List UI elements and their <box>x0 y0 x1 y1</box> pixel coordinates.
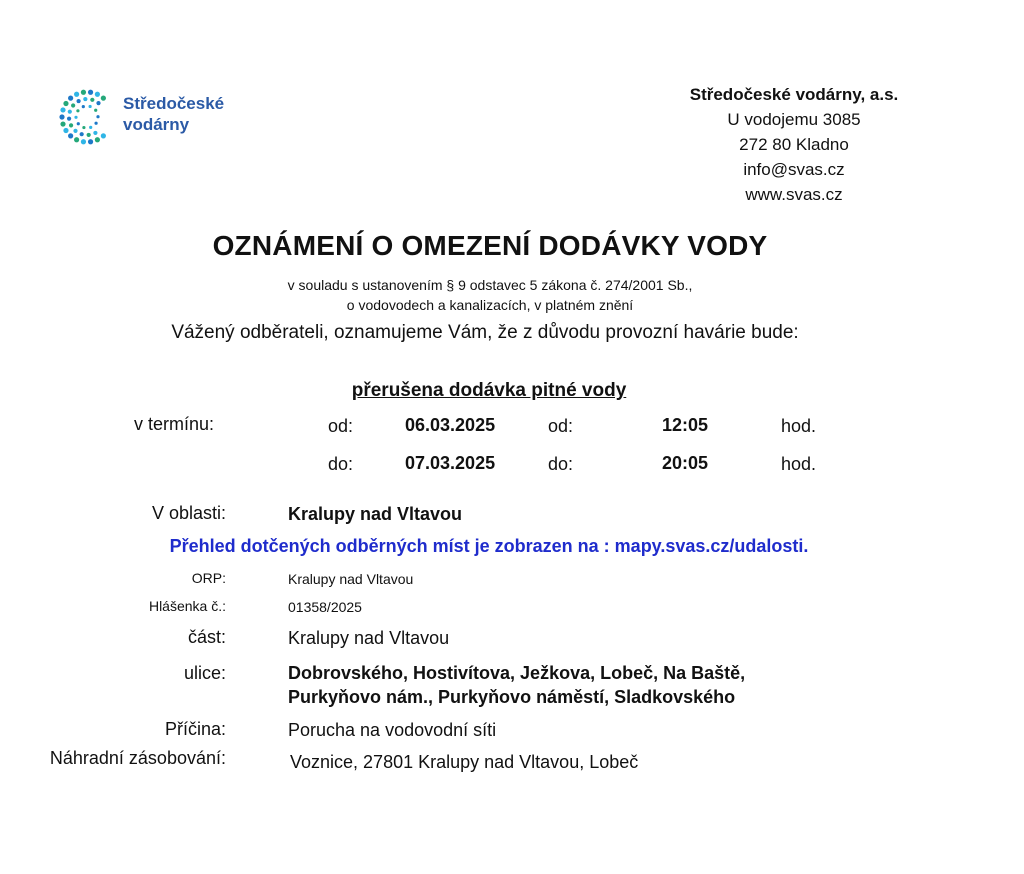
logo-dot <box>95 137 100 142</box>
logo-dot <box>74 92 79 97</box>
backup-label: Náhradní zásobování: <box>49 748 226 768</box>
logo-dot <box>74 116 77 119</box>
logo-dot <box>87 133 91 137</box>
term-label: v termínu: <box>134 414 215 434</box>
to-date-label: do: <box>328 454 354 474</box>
streets-line-1: Dobrovského, Hostivítova, Ježkova, Lobeč, Na Baště, <box>288 663 746 683</box>
logo-text <box>123 93 224 135</box>
logo-dot <box>76 109 79 112</box>
logo-line-1: Středočeské <box>123 94 225 113</box>
map-note[interactable]: Přehled dotčených odběrných míst je zobrazen na : mapy.svas.cz/udalosti. <box>169 536 809 556</box>
logo-dot <box>81 139 86 144</box>
company-email[interactable]: info@svas.cz <box>743 160 845 179</box>
logo-dot <box>73 129 77 133</box>
part-value: Kralupy nad Vltavou <box>288 628 450 648</box>
logo-dot <box>63 101 68 106</box>
area-label: V oblasti: <box>151 503 226 523</box>
logo-dot <box>77 122 80 125</box>
from-date-label: od: <box>328 416 354 436</box>
report-label: Hlášenka č.: <box>148 598 226 614</box>
logo-dot <box>69 123 73 127</box>
from-time: 12:05 <box>662 415 709 435</box>
logo-dot <box>90 98 94 102</box>
from-unit: hod. <box>781 416 817 436</box>
from-time-label: od: <box>548 416 574 436</box>
streets-line-2: Purkyňovo nám., Purkyňovo náměstí, Sladkovského <box>288 687 736 707</box>
streets-value <box>288 661 745 709</box>
logo-dot <box>63 128 68 133</box>
legal-basis <box>0 275 980 315</box>
logo-dot <box>93 131 97 135</box>
logo-dot <box>67 117 71 121</box>
company-name: Středočeské vodárny, a.s. <box>689 85 899 104</box>
logo-dot <box>81 90 86 95</box>
logo-dot <box>89 105 92 108</box>
area-value: Kralupy nad Vltavou <box>288 504 463 524</box>
company-city: 272 80 Kladno <box>739 135 849 154</box>
to-time: 20:05 <box>662 453 709 473</box>
to-unit: hod. <box>781 454 817 474</box>
logo-dot <box>74 137 79 142</box>
logo-dot <box>88 139 93 144</box>
logo-dot <box>82 126 85 129</box>
logo-dot <box>101 96 106 101</box>
logo-line-2: vodárny <box>123 115 190 134</box>
logo-dot <box>68 110 72 114</box>
streets-label: ulice: <box>183 663 226 683</box>
legal-line-1: v souladu s ustanovením § 9 odstavec 5 zákona č. 274/2001 Sb., <box>287 277 693 293</box>
logo-dot <box>71 103 75 107</box>
logo-dot <box>94 109 97 112</box>
logo-dot <box>94 122 97 125</box>
to-date: 07.03.2025 <box>405 453 496 473</box>
logo-dot <box>88 90 93 95</box>
logo-dot <box>60 107 65 112</box>
logo-dot <box>68 133 73 138</box>
interruption-heading: přerušena dodávka pitné vody <box>351 380 627 401</box>
logo-dot <box>95 92 100 97</box>
company-street: U vodojemu 3085 <box>727 110 861 129</box>
company-web[interactable]: www.svas.cz <box>745 185 843 204</box>
cause-value: Porucha na vodovodní síti <box>288 720 497 740</box>
orp-label: ORP: <box>191 570 226 586</box>
logo-dot <box>101 133 106 138</box>
cause-label: Příčina: <box>164 719 226 739</box>
logo-dot <box>83 97 87 101</box>
orp-value: Kralupy nad Vltavou <box>288 571 414 587</box>
logo-dot <box>80 132 84 136</box>
backup-value: Voznice, 27801 Kralupy nad Vltavou, Lobeč <box>290 752 639 772</box>
logo-dot <box>60 121 65 126</box>
logo-dot <box>68 96 73 101</box>
intro-text: Vážený odběrateli, oznamujeme Vám, že z důvodu provozní havárie bude: <box>171 322 799 343</box>
logo-dot <box>59 114 64 119</box>
logo-dot <box>77 99 81 103</box>
from-date: 06.03.2025 <box>405 415 496 435</box>
logo-dot <box>96 115 99 118</box>
logo-dot <box>82 105 85 108</box>
notice-title: OZNÁMENÍ O OMEZENÍ DODÁVKY VODY <box>212 230 768 261</box>
logo-dot <box>89 126 92 129</box>
part-label: část: <box>187 627 226 647</box>
to-time-label: do: <box>548 454 574 474</box>
report-value: 01358/2025 <box>288 599 362 615</box>
logo-dot <box>96 101 100 105</box>
legal-line-2: o vodovodech a kanalizacích, v platném znění <box>346 297 634 313</box>
company-address <box>664 82 924 207</box>
